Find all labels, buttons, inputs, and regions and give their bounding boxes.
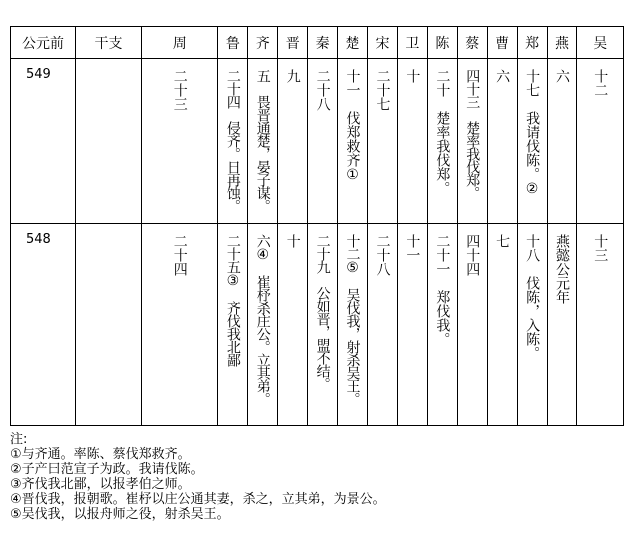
header-cell: 楚 [338, 27, 368, 59]
state-cell [308, 59, 338, 224]
cell-text: 六 [494, 69, 511, 83]
cell-text: 五 畏晋通楚，晏子谋。 [254, 69, 271, 212]
cell-text: 十二⑤ 吴伐我，射杀吴王。 [344, 234, 361, 405]
state-cell [248, 59, 278, 224]
state-cell [142, 59, 218, 224]
cell-text: 六④ 崔杼杀庄公。立其弟。 [254, 234, 271, 405]
cell-text: 二十 楚率我伐郑。 [434, 69, 451, 195]
cell-text: 十二 [592, 69, 609, 97]
state-cell [278, 59, 308, 224]
header-cell: 公元前 [11, 27, 76, 59]
header-cell: 秦 [308, 27, 338, 59]
state-cell [487, 224, 517, 426]
header-cell: 燕 [547, 27, 577, 59]
state-cell [338, 59, 368, 224]
cell-text: 二十八 [314, 69, 331, 111]
year-cell: 549 [11, 59, 76, 224]
cell-text: 六 [554, 69, 570, 83]
cell-text: 燕懿公元年 [554, 234, 570, 304]
cell-text: 二十四 侵齐。日再蚀。 [224, 69, 241, 212]
header-cell: 郑 [517, 27, 547, 59]
note-item: ①与齐通。率陈、蔡伐郑救齐。 [10, 447, 191, 462]
ganzhi-cell [76, 59, 142, 224]
state-cell [487, 59, 517, 224]
cell-text: 七 [494, 234, 511, 248]
cell-text: 十一 [404, 234, 421, 262]
cell-text: 二十一 郑伐我。 [434, 234, 451, 346]
header-cell: 周 [142, 27, 218, 59]
state-cell [457, 59, 487, 224]
chronology-table [10, 26, 624, 426]
ganzhi-cell [76, 224, 142, 426]
state-cell [547, 224, 577, 426]
cell-text: 十 [284, 234, 301, 248]
state-cell [427, 59, 457, 224]
cell-text: 四十四 [464, 234, 481, 276]
table-row [11, 224, 624, 426]
state-cell [338, 224, 368, 426]
cell-text: 二十八 [374, 234, 391, 276]
state-cell [577, 59, 624, 224]
header-cell: 晋 [278, 27, 308, 59]
cell-text: 十三 [592, 234, 609, 262]
state-cell [248, 224, 278, 426]
header-cell: 干支 [76, 27, 142, 59]
header-cell: 蔡 [457, 27, 487, 59]
header-cell: 鲁 [218, 27, 248, 59]
cell-text: 二十五③ 齐伐我北鄙 [224, 234, 241, 366]
state-cell [517, 59, 547, 224]
header-cell: 陈 [427, 27, 457, 59]
state-cell [368, 224, 398, 426]
header-cell: 吴 [577, 27, 624, 59]
state-cell [142, 224, 218, 426]
cell-text: 十一 伐郑救齐① [344, 69, 361, 183]
note-item: ⑤吴伐我，以报舟师之役，射杀吴王。 [10, 507, 230, 522]
notes-section [10, 432, 386, 522]
cell-text: 二十九 公如晋，盟不结。 [314, 234, 331, 390]
state-cell [457, 224, 487, 426]
state-cell [278, 224, 308, 426]
state-cell [397, 59, 427, 224]
state-cell [218, 59, 248, 224]
note-item: ③齐伐我北鄙，以报孝伯之师。 [10, 477, 191, 492]
state-cell [397, 224, 427, 426]
cell-text: 九 [284, 69, 301, 83]
cell-text: 十七 我请伐陈。② [524, 69, 541, 197]
note-item: ④晋伐我，报朝歌。崔杼以庄公通其妻，杀之，立其弟，为景公。 [10, 492, 386, 507]
state-cell [517, 224, 547, 426]
state-cell [577, 224, 624, 426]
state-cell [427, 224, 457, 426]
table-row [11, 59, 624, 224]
cell-text: 十八 伐陈，入陈。 [524, 234, 541, 360]
state-cell [547, 59, 577, 224]
notes-title: 注: [10, 432, 28, 447]
header-cell: 卫 [397, 27, 427, 59]
state-cell [308, 224, 338, 426]
cell-text: 二十七 [374, 69, 391, 111]
state-cell [368, 59, 398, 224]
header-cell: 曹 [487, 27, 517, 59]
header-cell: 齐 [248, 27, 278, 59]
header-row [11, 27, 624, 59]
cell-text: 二十三 [171, 69, 188, 111]
year-cell: 548 [11, 224, 76, 426]
cell-text: 四十三 楚率我伐郑。 [464, 69, 481, 199]
header-cell: 宋 [368, 27, 398, 59]
cell-text: 二十四 [171, 234, 188, 276]
cell-text: 十 [404, 69, 421, 83]
note-item: ②子产曰范宣子为政。我请伐陈。 [10, 462, 204, 477]
state-cell [218, 224, 248, 426]
